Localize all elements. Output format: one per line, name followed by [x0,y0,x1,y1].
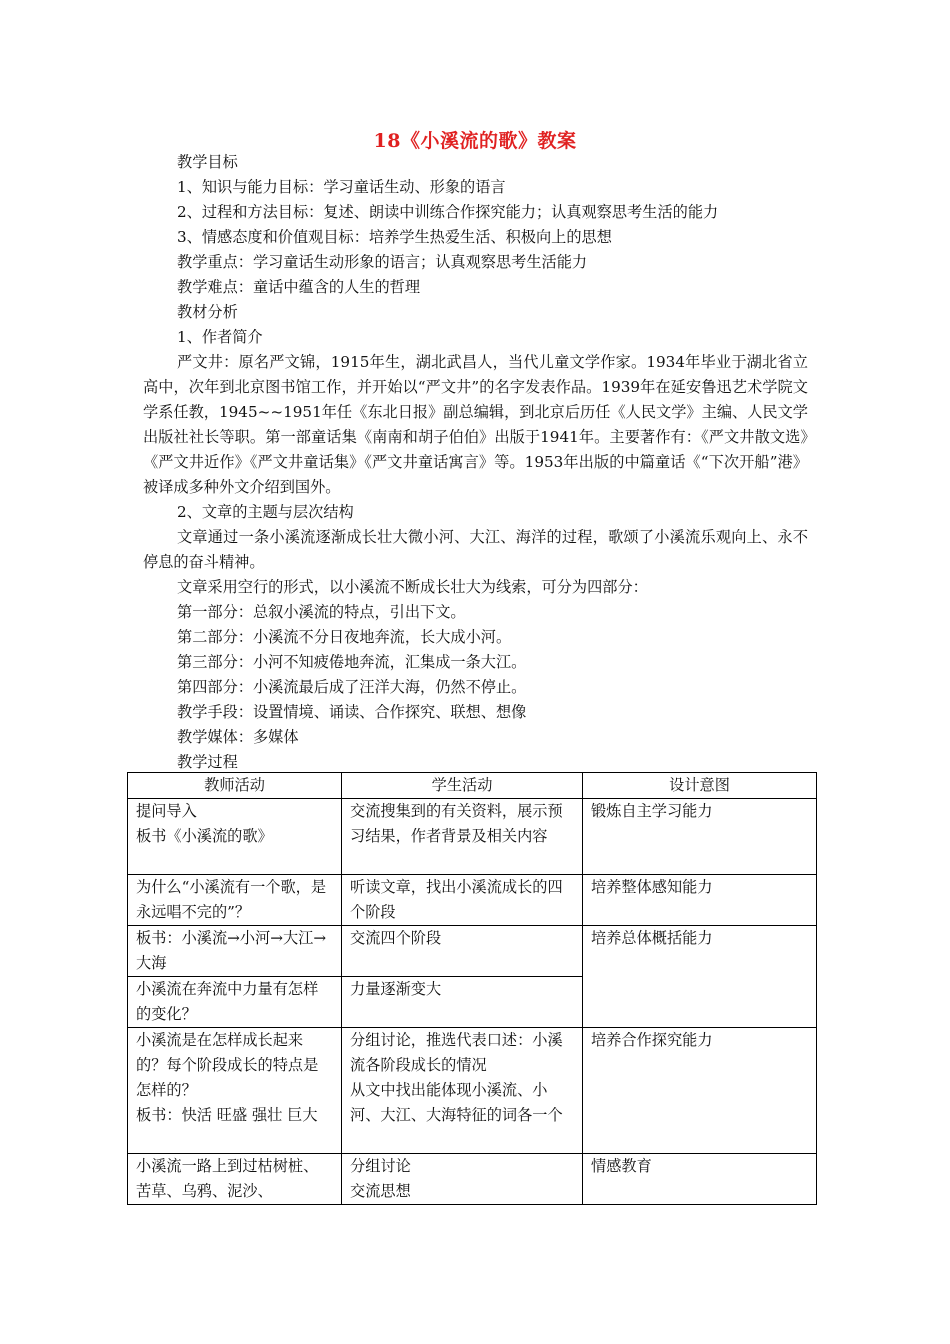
student-activity-cell [342,1154,583,1205]
subheading-author: 1、作者简介 [177,328,263,346]
student-activity-line: 分组讨论，推选代表口述：小溪流各阶段成长的情况 [350,1031,563,1074]
teacher-activity-line: 提问导入 [136,802,197,820]
part-item: 第三部分：小河不知疲倦地奔流，汇集成一条大江。 [177,653,527,671]
student-activity-cell: 听读文章，找出小溪流成长的四个阶段 [342,875,583,926]
student-activity-cell [342,1028,583,1154]
teacher-activity-line: 板书：小溪流→小河→大江→大海 [136,929,327,972]
design-intent-cell: 培养整体感知能力 [583,875,817,926]
design-intent-cell: 锻炼自主学习能力 [583,799,817,875]
teacher-activity-cell [128,926,342,977]
student-activity-line: 分组讨论 [350,1157,411,1175]
document-title: 18《小溪流的歌》教案 [373,130,577,152]
teaching-focus: 教学重点：学习童话生动形象的语言；认真观察思考生活能力 [177,253,588,271]
teacher-activity-line: 小溪流一路上到过枯树桩、苦草、乌鸦、泥沙、 [136,1157,319,1200]
section-heading-analysis: 教材分析 [177,303,238,321]
teacher-activity-cell [128,1028,342,1154]
teacher-activity-line: 板书：快活 旺盛 强壮 巨大 [136,1106,318,1124]
part-item: 第四部分：小溪流最后成了汪洋大海，仍然不停止。 [177,678,527,696]
theme-paragraph: 文章通过一条小溪流逐渐成长壮大微小河、大江、海洋的过程，歌颂了小溪流乐观向上、永不停息的奋斗精神。 [143,528,808,571]
teaching-methods: 教学手段：设置情境、诵读、合作探究、联想、想像 [177,703,527,721]
teacher-activity-line: 小溪流是在怎样成长起来的？每个阶段成长的特点是怎样的？ [136,1031,319,1099]
design-intent-cell: 情感教育 [583,1154,817,1205]
header-design-intent: 设计意图 [583,773,817,799]
teacher-activity-line: 板书《小溪流的歌》 [136,827,273,845]
teacher-activity-cell [128,977,342,1028]
section-heading-process: 教学过程 [177,753,238,771]
table-row [128,926,817,977]
teacher-activity-cell [128,799,342,875]
teaching-media: 教学媒体：多媒体 [177,728,299,746]
goal-item: 1、知识与能力目标：学习童话生动、形象的语言 [177,178,506,196]
teacher-activity-line: 为什么“小溪流有一个歌，是永远唱不完的”？ [136,878,327,921]
table-row [128,1028,817,1154]
table-row [128,799,817,875]
part-item: 第二部分：小溪流不分日夜地奔流，长大成小河。 [177,628,512,646]
goal-item: 3、情感态度和价值观目标：培养学生热爱生活、积极向上的思想 [177,228,612,246]
table-row [128,875,817,926]
table-header-row [128,773,817,799]
student-activity-cell: 交流四个阶段 [342,926,583,977]
teaching-process-table [127,772,817,1205]
structure-intro: 文章采用空行的形式，以小溪流不断成长壮大为线索，可分为四部分： [177,578,648,596]
author-intro-paragraph: 严文井：原名严文锦，1915年生，湖北武昌人，当代儿童文学作家。1934年毕业于湖北省立高中，次年到北京图书馆工作，并开始以“严文井”的名字发表作品。1939年在延安鲁迅艺术学院文学系任教，1945~~1951年任《东北日报》副总编辑，到北京后历任《人民文学》主编、人民文学出版社社长等职。第一部童话集《南南和胡子伯伯》出版于1941年。主要著作有：《严文井散文选》《严文井近作》《严文井童话集》《严文井童话寓言》等。1953年出版的中篇童话《“下次开船”港》被译成多种外文介绍到国外。 [143,353,808,496]
teacher-activity-line: 小溪流在奔流中力量有怎样的变化？ [136,980,319,1023]
design-intent-cell: 培养合作探究能力 [583,1028,817,1154]
section-heading-goals: 教学目标 [177,153,238,171]
teacher-activity-cell [128,1154,342,1205]
teacher-activity-cell [128,875,342,926]
header-student-activity: 学生活动 [342,773,583,799]
student-activity-cell: 力量逐渐变大 [342,977,583,1028]
part-item: 第一部分：总叙小溪流的特点，引出下文。 [177,603,466,621]
document-body [143,150,808,775]
header-teacher-activity: 教师活动 [128,773,342,799]
student-activity-line: 从文中找出能体现小溪流、小河、大江、大海特征的词各一个 [350,1081,563,1124]
table-row [128,1154,817,1205]
teaching-difficulty: 教学难点：童话中蕴含的人生的哲理 [177,278,420,296]
design-intent-cell: 培养总体概括能力 [583,926,817,1028]
student-activity-cell: 交流搜集到的有关资料，展示预习结果，作者背景及相关内容 [342,799,583,875]
student-activity-line: 交流思想 [350,1182,411,1200]
goal-item: 2、过程和方法目标：复述、朗读中训练合作探究能力；认真观察思考生活的能力 [177,203,719,221]
subheading-structure: 2、文章的主题与层次结构 [177,503,354,521]
